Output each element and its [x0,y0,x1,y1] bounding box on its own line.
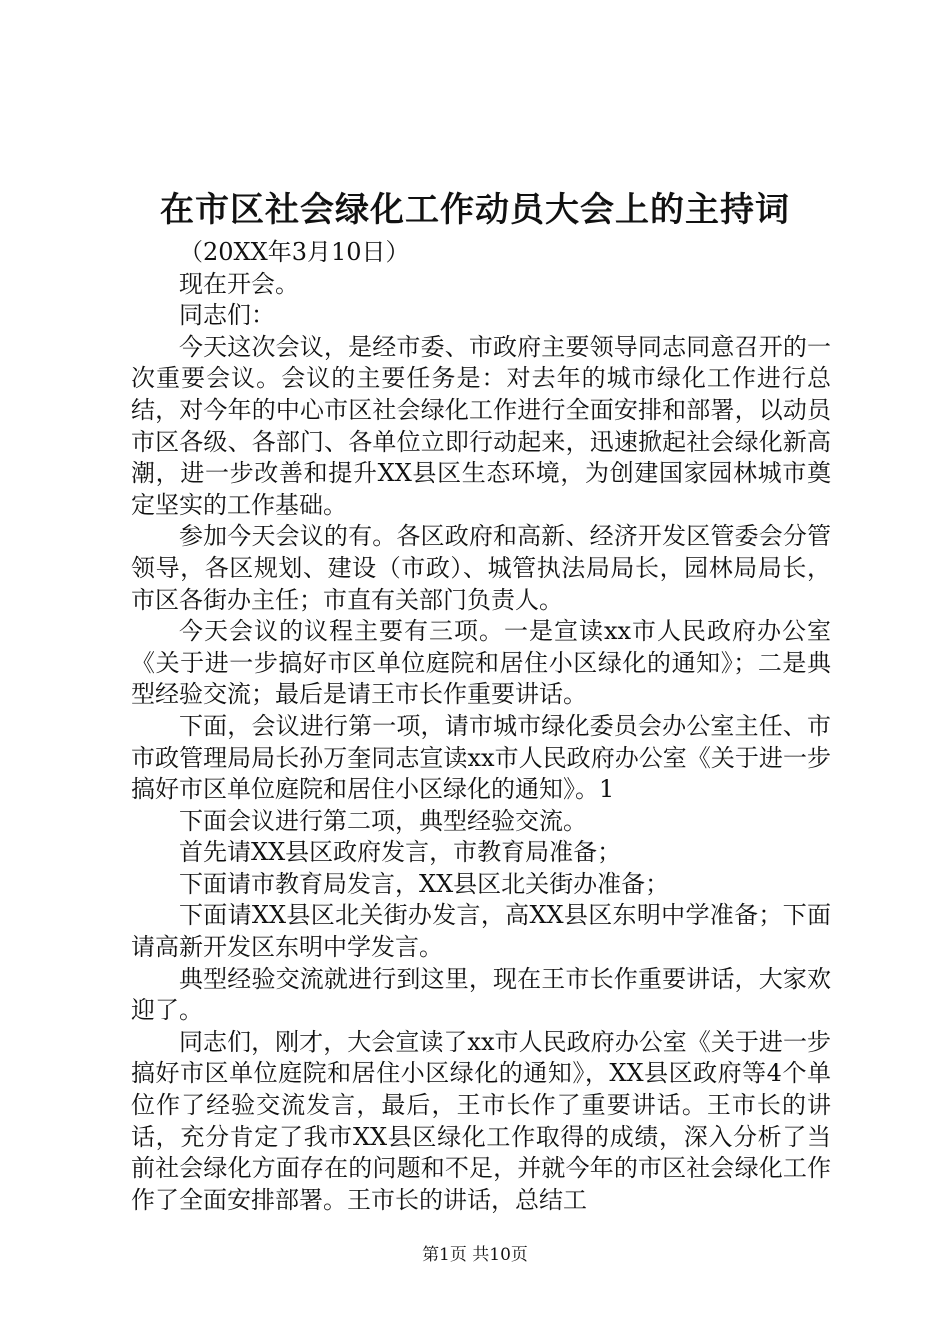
meeting-date: （20XX年3月10日） [179,238,410,266]
page-number: 第1页 共10页 [422,1245,528,1265]
paragraph-opening: 现在开会。 [179,269,299,298]
paragraph: 今天会议的议程主要有三项。一是宣读xx市人民政府办公室《关于进一步搞好市区单位庭院和居住小区绿化的通知》；二是典型经验交流；最后是请王市长作重要讲话。 [131,617,831,709]
paragraph: 下面，会议进行第一项，请市城市绿化委员会办公室主任、市市政管理局局长孙万奎同志宣读xx市人民政府办公室《关于进一步搞好市区单位庭院和居住小区绿化的通知》。1 [131,711,831,804]
paragraph: 下面请XX县区北关街办发言，高XX县区东明中学准备；下面请高新开发区东明中学发言。 [131,901,831,962]
paragraph: 典型经验交流就进行到这里，现在王市长作重要讲话，大家欢迎了。 [131,964,831,1025]
paragraph-salutation: 同志们： [179,301,275,330]
paragraph: 下面请市教育局发言，XX县区北关街办准备； [179,869,670,898]
paragraph: 同志们，刚才，大会宣读了xx市人民政府办公室《关于进一步搞好市区单位庭院和居住小区绿化的通知》，XX县区政府等4个单位作了经验交流发言，最后，王市长作了重要讲话。王市长的讲话，充分肯定了我市XX县区绿化工作取得的成绩，深入分析了当前社会绿化方面存在的问题和不足，并就今年的市区社会绿化工作作了全面安排部署。王市长的讲话，总结工 [131,1027,831,1214]
document-title: 在市区社会绿化工作动员大会上的主持词 [160,190,790,230]
document-body [131,237,831,1216]
paragraph: 参加今天会议的有。各区政府和高新、经济开发区管委会分管领导，各区规划、建设（市政）、城管执法局局长，园林局局长，市区各街办主任；市直有关部门负责人。 [131,522,831,614]
paragraph: 今天这次会议，是经市委、市政府主要领导同志同意召开的一次重要会议。会议的主要任务是：对去年的城市绿化工作进行总结，对今年的中心市区社会绿化工作进行全面安排和部署，以动员市区各级、各部门、各单位立即行动起来，迅速掀起社会绿化新高潮，进一步改善和提升XX县区生态环境，为创建国家园林城市奠定坚实的工作基础。 [131,332,831,519]
paragraph: 首先请XX县区政府发言，市教育局准备； [179,838,622,867]
paragraph: 下面会议进行第二项，典型经验交流。 [179,806,587,835]
